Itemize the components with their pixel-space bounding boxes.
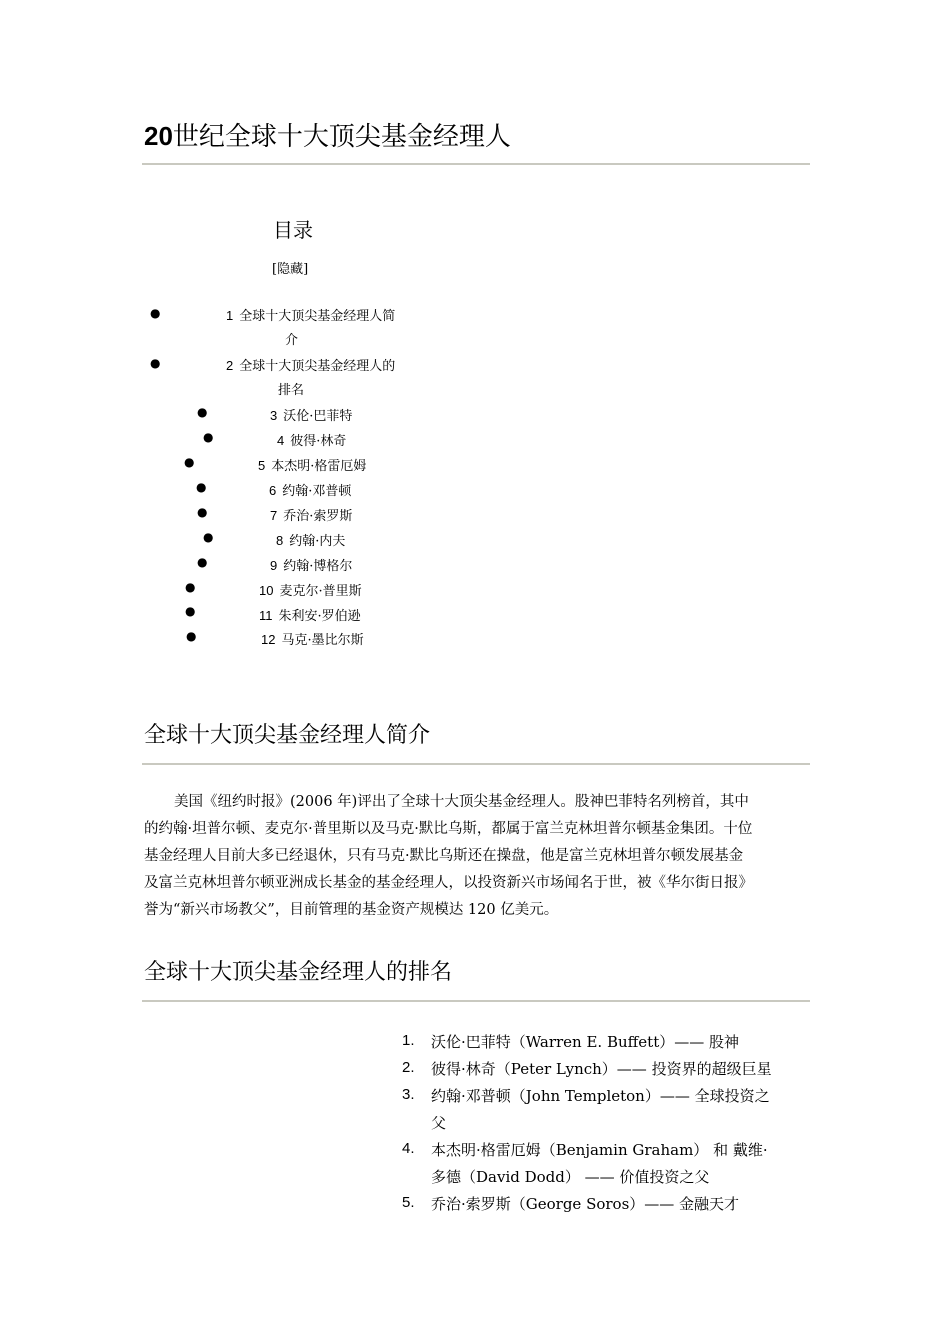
toc-item-6[interactable] [269, 480, 351, 499]
bullet-icon: ● [203, 430, 214, 444]
ranking-number: 1. [402, 1032, 415, 1049]
bullet-icon: ● [184, 455, 195, 469]
bullet-icon: ● [203, 530, 214, 544]
toc-hide-link[interactable]: [隐藏] [272, 262, 309, 277]
section-heading-intro: 全球十大顶尖基金经理人简介 [144, 723, 431, 748]
toc-item-number: 6 [269, 483, 277, 498]
section-divider [142, 763, 810, 765]
toc-item-7[interactable] [270, 505, 352, 524]
toc-item-label: 马克·墨比尔斯 [281, 633, 364, 648]
ranking-number: 3. [402, 1086, 415, 1103]
ranking-item-2: 彼得·林奇（Peter Lynch）—— 投资界的超级巨星 [431, 1060, 772, 1078]
page-title-number: 20 [144, 121, 173, 151]
bullet-icon: ● [197, 405, 208, 419]
toc-item-number: 3 [270, 408, 278, 423]
toc-item-8[interactable] [276, 530, 345, 549]
toc-item-number: 5 [258, 458, 266, 473]
paragraph-line: 美国《纽约时报》(2006 年)评出了全球十大顶尖基金经理人。股神巴菲特名列榜首，其中 [174, 794, 749, 810]
toc-item-2[interactable] [226, 355, 395, 374]
toc-item-label: 本杰明·格雷厄姆 [271, 459, 367, 474]
toc-item-label: 约翰·博格尔 [283, 559, 353, 574]
bullet-icon: ● [150, 306, 161, 320]
toc-item-12[interactable] [261, 629, 364, 648]
page-title-text: 世纪全球十大顶尖基金经理人 [172, 122, 511, 152]
ranking-item-3-wrap: 父 [431, 1114, 447, 1132]
ranking-item-1: 沃伦·巴菲特（Warren E. Buffett）—— 股神 [431, 1033, 739, 1051]
ranking-number: 4. [402, 1140, 415, 1157]
section-heading-ranking: 全球十大顶尖基金经理人的排名 [144, 960, 453, 985]
ranking-item-3: 约翰·邓普顿（John Templeton）—— 全球投资之 [431, 1087, 770, 1105]
bullet-icon: ● [185, 604, 196, 618]
paragraph-line: 的约翰·坦普尔顿、麦克尔·普里斯以及马克·默比乌斯，都属于富兰克林坦普尔顿基金集团。十位 [144, 821, 753, 837]
toc-item-number: 4 [277, 433, 285, 448]
toc-item-label: 约翰·邓普顿 [282, 484, 352, 499]
toc-item-3[interactable] [270, 405, 352, 424]
toc-item-label: 沃伦·巴菲特 [283, 409, 353, 424]
toc-item-number: 8 [276, 533, 284, 548]
ranking-number: 5. [402, 1194, 415, 1211]
paragraph-line: 基金经理人目前大多已经退休，只有马克·默比乌斯还在操盘，他是富兰克林坦普尔顿发展基金 [144, 848, 744, 864]
toc-item-5[interactable] [258, 455, 366, 474]
toc-item-number: 2 [226, 358, 234, 373]
toc-item-label: 彼得·林奇 [290, 434, 347, 449]
section-divider [142, 1000, 810, 1002]
toc-item-label: 朱利安·罗伯逊 [278, 609, 361, 624]
bullet-icon: ● [150, 356, 161, 370]
toc-item-number: 11 [259, 608, 273, 623]
toc-title: 目录 [273, 218, 313, 242]
toc-item-number: 7 [270, 508, 278, 523]
bullet-icon: ● [185, 580, 196, 594]
toc-item-number: 10 [259, 583, 274, 598]
toc-item-label: 乔治·索罗斯 [283, 509, 353, 524]
ranking-item-5: 乔治·索罗斯（George Soros）—— 金融天才 [431, 1195, 740, 1213]
toc-item-label: 全球十大顶尖基金经理人简 [239, 309, 396, 324]
toc-item-10[interactable] [259, 580, 362, 599]
toc-item-2-wrap[interactable]: 排名 [278, 383, 305, 398]
ranking-item-4: 本杰明·格雷厄姆（Benjamin Graham） 和 戴维· [431, 1141, 768, 1159]
bullet-icon: ● [197, 505, 208, 519]
toc-item-number: 12 [261, 632, 276, 647]
bullet-icon: ● [196, 480, 207, 494]
toc-item-number: 1 [226, 308, 234, 323]
paragraph-line: 及富兰克林坦普尔顿亚洲成长基金的基金经理人，以投资新兴市场闻名于世，被《华尔街日报》 [144, 875, 753, 891]
toc-item-number: 9 [270, 558, 278, 573]
toc-item-11[interactable] [259, 605, 361, 624]
page-title [144, 116, 511, 153]
bullet-icon: ● [197, 555, 208, 569]
toc-item-label: 麦克尔·普里斯 [279, 584, 362, 599]
bullet-icon: ● [186, 629, 197, 643]
toc-item-1-wrap[interactable]: 介 [285, 333, 299, 348]
toc-item-4[interactable] [277, 430, 346, 449]
toc-item-label: 全球十大顶尖基金经理人的 [239, 359, 396, 374]
toc-item-9[interactable] [270, 555, 352, 574]
paragraph-line: 誉为“新兴市场教父”，目前管理的基金资产规模达 120 亿美元。 [144, 902, 559, 918]
ranking-item-4-wrap: 多德（David Dodd） —— 价值投资之父 [431, 1168, 710, 1186]
ranking-number: 2. [402, 1059, 415, 1076]
toc-item-label: 约翰·内夫 [289, 534, 346, 549]
title-divider [142, 163, 810, 165]
intro-paragraph [144, 789, 810, 924]
toc-item-1[interactable] [226, 305, 395, 324]
